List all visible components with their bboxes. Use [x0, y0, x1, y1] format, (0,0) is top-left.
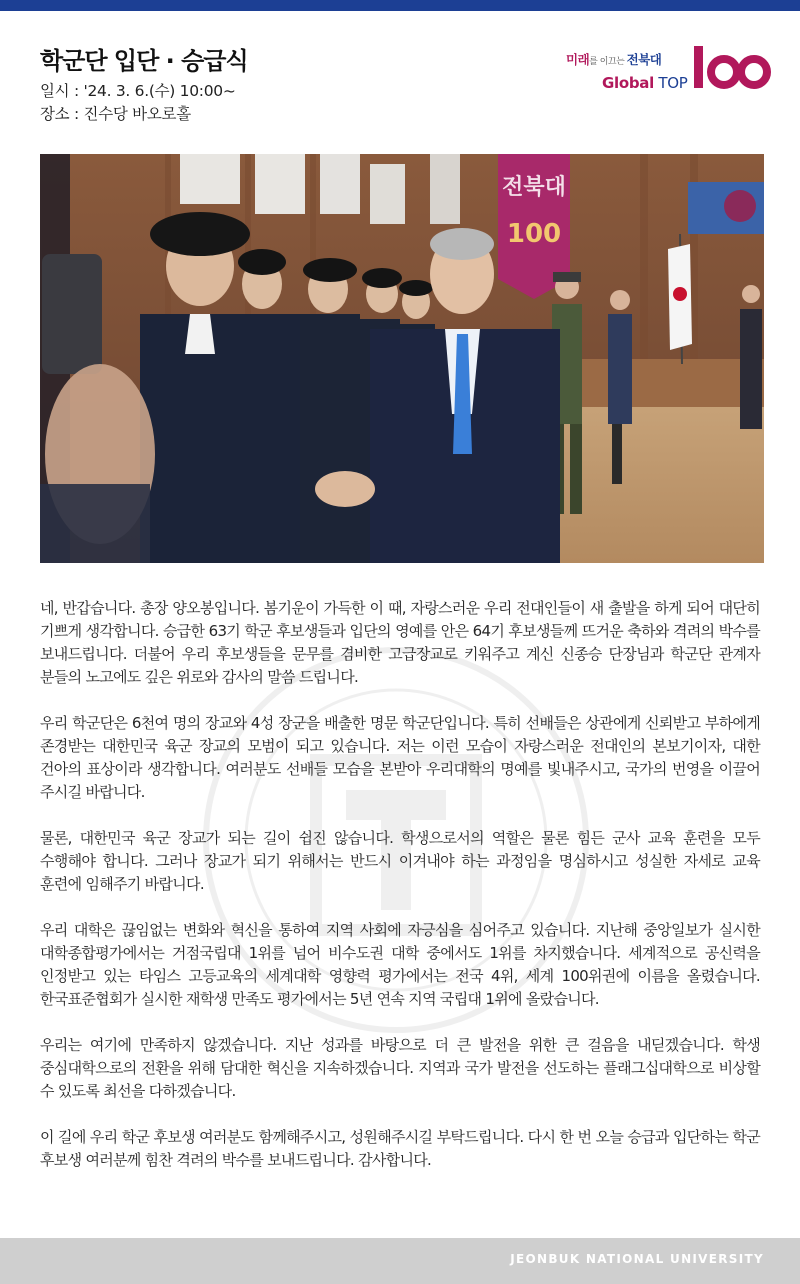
university-logo — [566, 44, 772, 98]
footer-university-name: JEONBUK NATIONAL UNIVERSITY — [510, 1252, 764, 1266]
banner-number: 100 — [506, 219, 562, 249]
speech-body — [40, 597, 760, 1195]
banner-text: 전북대 — [502, 175, 566, 200]
speech-paragraph: 우리 학군단은 6천여 명의 장교와 4성 장군을 배출한 명문 학군단입니다. 특히 선배들은 상관에게 신뢰받고 부하에게 존경받는 대한민국 육군 장교의 모범이 되고 있습니다. 저는 이런 모습이 자랑스러운 전대인의 본보기이자, 대한 건아의 표상이라 생각합니다. 여러분도 선배들 모습을 본받아 우리대학의 명예를 빛내주시고, 국가의 번영을 이끌어 주시길 바랍니다. — [40, 714, 760, 801]
logo-100-graphic — [692, 38, 772, 94]
logo-slogan-univ: 전북대 — [626, 52, 662, 67]
ceremony-photo — [40, 154, 764, 563]
page-title: 학군단 입단 · 승급식 — [40, 47, 248, 75]
logo-global: Global — [602, 74, 654, 92]
speech-paragraph: 이 길에 우리 학군 후보생 여러분도 함께해주시고, 성원해주시길 부탁드립니다. 다시 한 번 오늘 승급과 입단하는 학군 후보생 여러분께 힘찬 격려의 박수를 보내드립니다. 감사합니다. — [40, 1128, 760, 1169]
speech-paragraph: 네, 반갑습니다. 총장 양오봉입니다. 봄기운이 가득한 이 때, 자랑스러운 우리 전대인들이 새 출발을 하게 되어 대단히 기쁘게 생각합니다. 승급한 63기 학군 후보생들과 입단의 영예를 안은 64기 후보생들께 뜨거운 축하와 격려의 박수를 보내드립니다. 더불어 우리 후보생들을 문무를 겸비한 고급장교로 키워주고 계신 신종승 단장님과 학군단 관계자 분들의 노고에도 깊은 위로와 감사의 말씀 드립니다. — [40, 599, 760, 686]
event-venue: 장소 : 진수당 바오로홀 — [40, 105, 191, 123]
page-footer — [0, 1238, 800, 1284]
speech-paragraph: 물론, 대한민국 육군 장교가 되는 길이 쉽진 않습니다. 학생으로서의 역할은 물론 힘든 군사 교육 훈련을 모두 수행해야 합니다. 그러나 장교가 되기 위해서는 반드시 이겨내야 하는 과정임을 명심하시고 성실한 자세로 교육 훈련에 임해주기 바랍니다. — [40, 829, 760, 893]
logo-slogan-future: 미래 — [566, 52, 590, 67]
top-accent-bar — [0, 0, 800, 11]
logo-number-100 — [692, 38, 772, 107]
speech-paragraph: 우리는 여기에 만족하지 않겠습니다. 지난 성과를 바탕으로 더 큰 발전을 위한 큰 걸음을 내딛겠습니다. 학생 중심대학으로의 전환을 위해 담대한 혁신을 지속하겠습니다. 지역과 국가 발전을 선도하는 플래그십대학으로 비상할 수 있도록 최선을 다하겠습니다. — [40, 1036, 760, 1100]
logo-top: TOP — [653, 74, 688, 92]
ceremony-photo-illustration — [40, 154, 764, 563]
page-header — [40, 46, 440, 126]
logo-slogan-leading: 를 이끄는 — [589, 57, 627, 67]
logo-slogan — [566, 50, 661, 68]
speech-paragraph: 우리 대학은 끊임없는 변화와 혁신을 통하여 지역 사회에 자긍심을 심어주고 있습니다. 지난해 중앙일보가 실시한 대학종합평가에서는 거점국립대 1위를 넘어 비수도권 대학 중에서도 1위를 차지했습니다. 세계적으로 공신력을 인정받고 있는 타임스 고등교육의 세계대학 영향력 평가에서는 전국 4위, 세계 100위권에 이름을 올렸습니다. 한국표준협회가 실시한 재학생 만족도 평가에서는 5년 연속 지역 국립대 1위에 올랐습니다. — [40, 921, 760, 1008]
event-date: 일시 : '24. 3. 6.(수) 10:00~ — [40, 82, 236, 100]
logo-global-top — [602, 74, 688, 92]
